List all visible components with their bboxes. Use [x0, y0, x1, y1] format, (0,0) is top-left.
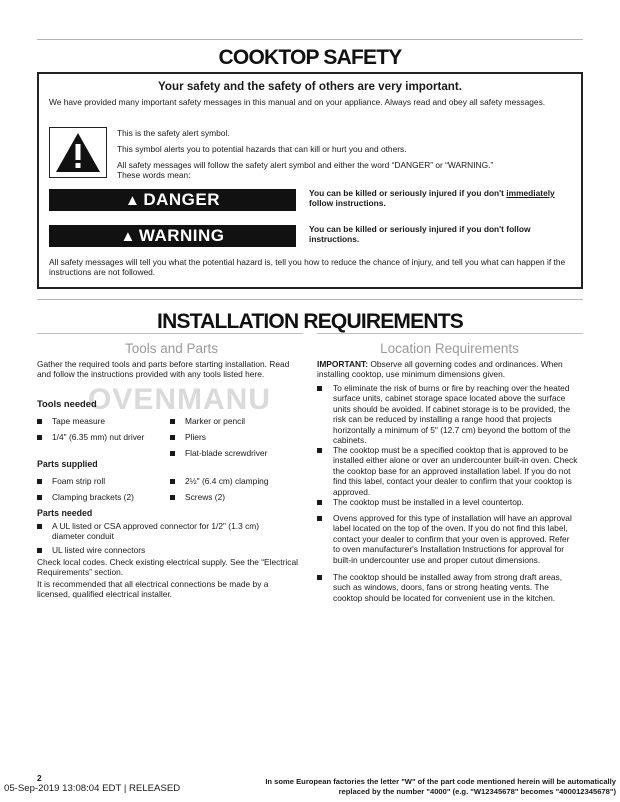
location-item: The cooktop must be installed in a level countertop. — [333, 497, 524, 507]
installer-note: It is recommended that all electrical connections be made by a licensed, qualified electrical installer. — [37, 579, 269, 600]
parts-needed-heading: Parts needed — [37, 508, 93, 518]
danger-text-after: follow instructions. — [309, 198, 386, 209]
bullet-icon — [170, 451, 175, 456]
bullet-icon — [317, 386, 322, 391]
safety-intro: We have provided many important safety messages in this manual and on your appliance. Always read and obey all safety messages. — [49, 97, 546, 107]
safety-headline: Your safety and the safety of others are very important. — [158, 80, 462, 93]
installation-title: INSTALLATION REQUIREMENTS — [157, 310, 463, 333]
top-rule — [37, 39, 583, 40]
important-note — [317, 359, 583, 380]
bullet-icon — [317, 575, 322, 580]
tool-item: Marker or pencil — [185, 416, 246, 426]
warning-text: You can be killed or seriously injured if you don't follow instructions. — [309, 224, 531, 245]
page-number: 2 — [37, 773, 42, 783]
bullet-icon — [170, 479, 175, 484]
danger-label: DANGER — [143, 190, 221, 209]
safety-alert-icon — [50, 128, 106, 177]
warning-triangle-icon: ▲ — [120, 227, 136, 245]
release-stamp: 05-Sep-2019 13:08:04 EDT | RELEASED — [4, 783, 181, 794]
alert-line-4: These words mean: — [117, 170, 191, 180]
tool-item: Flat-blade screwdriver — [185, 448, 268, 458]
bullet-icon — [170, 435, 175, 440]
factory-note: In some European factories the letter "W" of the part code mentioned herein will be automatically replaced by the number "4000" (e.g. "W12345678" becomes "400012345678") — [265, 777, 616, 796]
parts-supplied-heading: Parts supplied — [37, 459, 98, 469]
location-item: To eliminate the risk of burns or fire by reaching over the heated surface units, cabinet storage space located above the surface units should be avoided. If cabinet storage is to be provided, the risk can be reduced by installing a range hood that projects horizontally a minimum of 5" (12.7 cm) beyond the bottom of the cabinets. — [333, 383, 571, 446]
bullet-icon — [37, 479, 42, 484]
warning-triangle-icon: ▲ — [124, 191, 141, 209]
bullet-icon — [317, 500, 322, 505]
part-item: Clamping brackets (2) — [52, 492, 134, 502]
tool-item: Pliers — [185, 432, 206, 442]
part-needed-item: A UL listed or CSA approved connector for 1/2" (1.3 cm) diameter conduit — [52, 521, 260, 542]
tool-item: 1/4" (6.35 mm) nut driver — [52, 432, 145, 442]
important-label: IMPORTANT: — [317, 359, 369, 369]
alert-line-1: This is the safety alert symbol. — [117, 128, 230, 138]
alert-line-3: All safety messages will follow the safety alert symbol and either the word “DANGER” or “WARNING.” — [117, 160, 494, 170]
warning-banner — [49, 225, 296, 247]
location-requirements-heading: Location Requirements — [380, 341, 519, 356]
part-item: Screws (2) — [185, 492, 226, 502]
bullet-icon — [37, 419, 42, 424]
alert-line-2: This symbol alerts you to potential hazards that can kill or hurt you and others. — [117, 144, 407, 154]
danger-text — [309, 188, 579, 209]
tools-intro: Gather the required tools and parts before starting installation. Read and follow the instructions provided with any tools listed here. — [37, 359, 290, 380]
tools-and-parts-heading: Tools and Parts — [124, 341, 219, 356]
watermark: OVENMANU — [88, 383, 272, 416]
danger-banner — [49, 189, 296, 211]
tool-item: Tape measure — [52, 416, 106, 426]
section-rule — [37, 299, 583, 300]
location-heading-rule — [317, 333, 583, 334]
part-needed-item: UL listed wire connectors — [52, 545, 146, 555]
tools-needed-heading: Tools needed — [37, 398, 97, 409]
warning-label: WARNING — [138, 226, 225, 245]
location-item: The cooktop must be a specified cooktop that is approved to be installed either alone or over an undercounter built-in oven. Check the cooktop base for an approved installation label. If you do not find this label, contact your dealer to confirm that your cooktop is approved. — [333, 445, 578, 497]
location-item: Ovens approved for this type of installation will have an approval label located on the top of the oven. If you do not find this label, contact your dealer to confirm that your oven is approved. Refer to oven manufacturer's Installation Instructions for approval for built-in undercounter use and proper cutout dimensions. — [333, 513, 572, 565]
electrical-note: Check local codes. Check existing electrical supply. See the “Electrical Requirements” section. — [37, 557, 298, 578]
bullet-icon — [317, 448, 322, 453]
bullet-icon — [37, 495, 42, 500]
danger-text-underlined: immediately — [506, 188, 555, 198]
bullet-icon — [37, 524, 42, 529]
bullet-icon — [170, 419, 175, 424]
tools-heading-rule — [37, 333, 303, 334]
bullet-icon — [170, 495, 175, 500]
part-item: Foam strip roll — [52, 476, 106, 486]
cooktop-safety-title: COOKTOP SAFETY — [218, 46, 402, 69]
bullet-icon — [317, 516, 322, 521]
bullet-icon — [37, 548, 42, 553]
danger-text-before: You can be killed or seriously injured if you don't — [309, 188, 507, 198]
alert-symbol-box — [49, 127, 107, 178]
part-item: 2½" (6.4 cm) clamping — [185, 476, 269, 486]
important-text: Observe all governing codes and ordinances. When installing cooktop, use minimum dimensions given. — [317, 359, 563, 380]
safety-closing: All safety messages will tell you what the potential hazard is, tell you how to reduce the chance of injury, and tell you what can happen if the instructions are not followed. — [49, 257, 566, 278]
location-item: The cooktop should be installed away from strong draft areas, such as windows, doors, fans or strong heating vents. The cooktop should be located for convenient use in the kitchen. — [333, 572, 563, 603]
bullet-icon — [37, 435, 42, 440]
